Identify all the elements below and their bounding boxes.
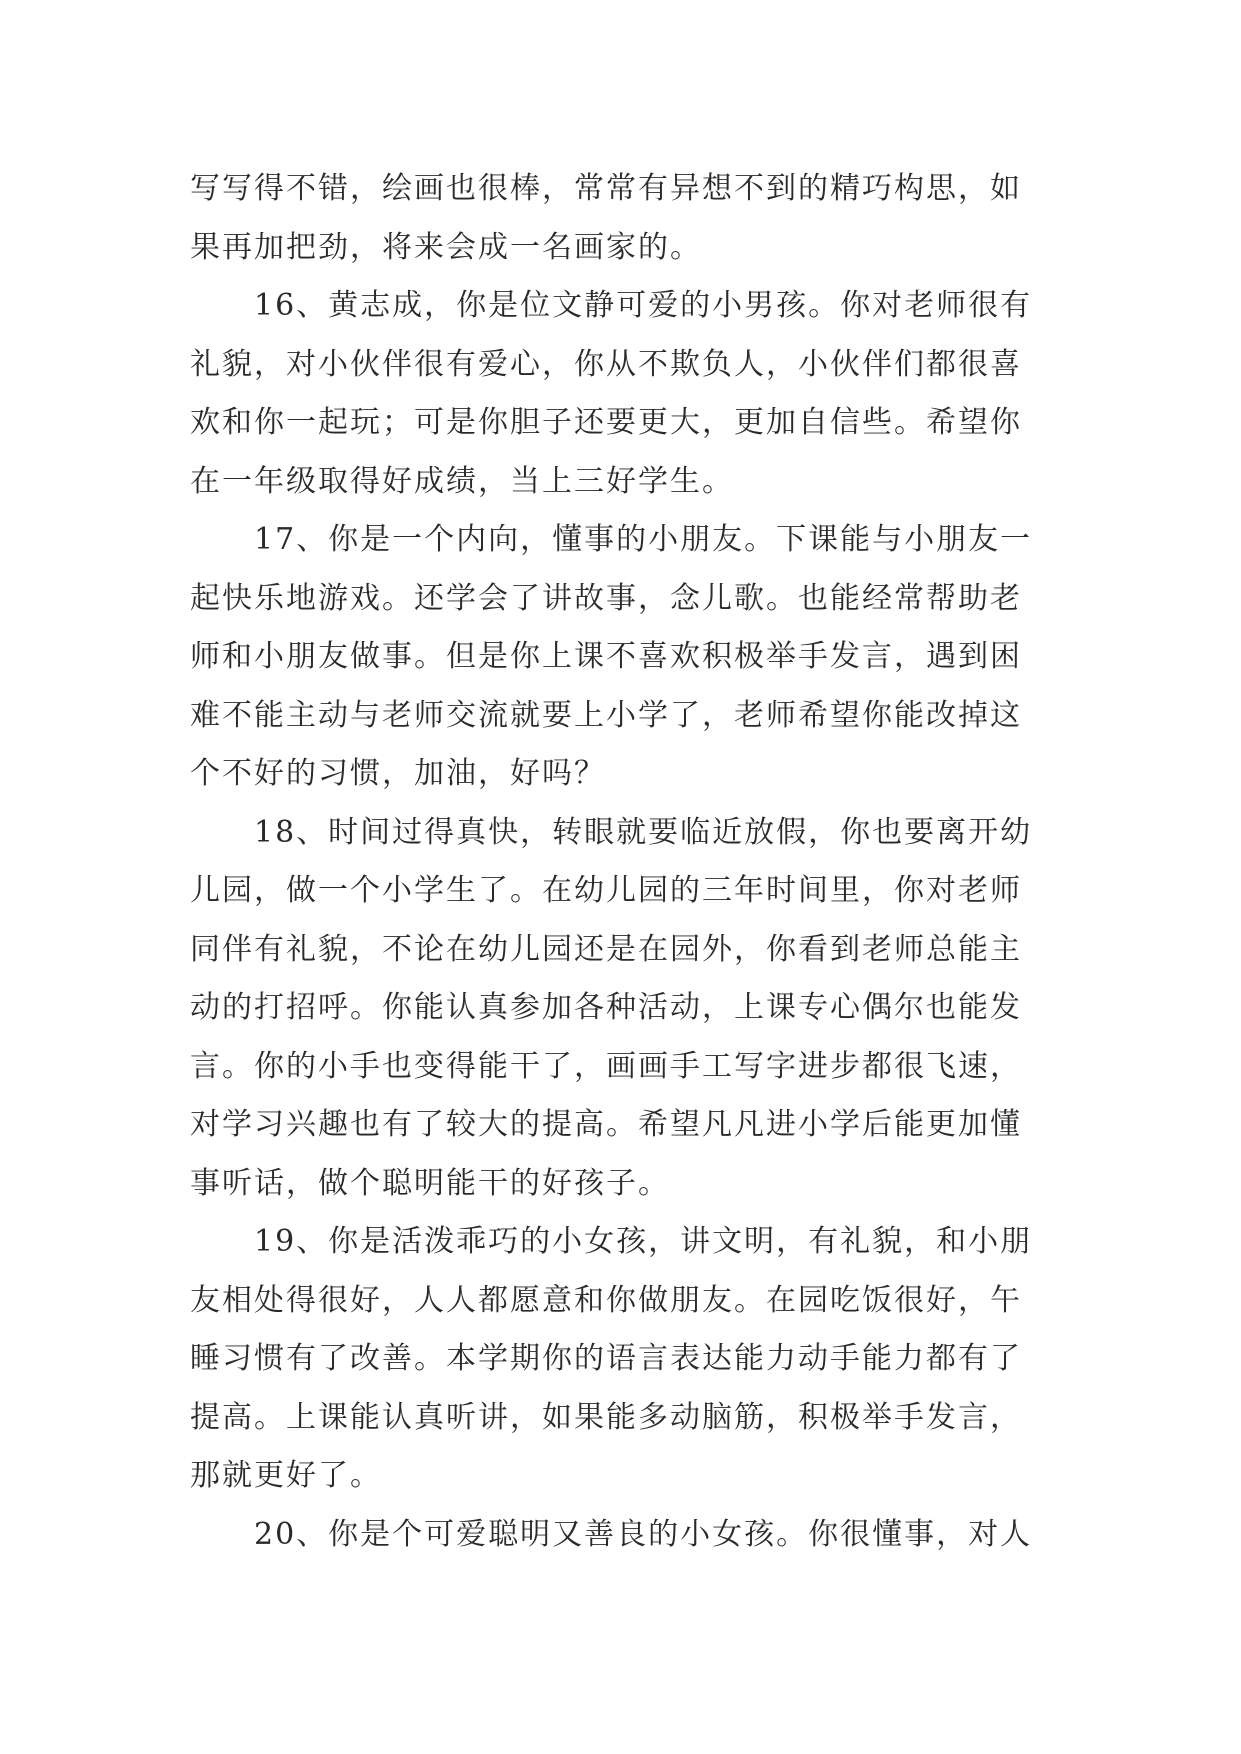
paragraph-16-start: 16、黄志成，你是位文静可爱的小男孩。你对老师很有 [254, 288, 1033, 323]
text-line: 动的打招呼。你能认真参加各种活动，上课专心偶尔也能发 [190, 990, 1022, 1025]
text-line: 言。你的小手也变得能干了，画画手工写字进步都很飞速， [190, 1048, 1022, 1084]
document-body [190, 160, 1054, 1564]
paragraph-20-start: 20、你是个可爱聪明又善良的小女孩。你很懂事，对人 [254, 1516, 1033, 1552]
text-line: 师和小朋友做事。但是你上课不喜欢积极举手发言，遇到困 [190, 639, 1022, 674]
text-line: 果再加把劲，将来会成一名画家的。 [190, 229, 702, 265]
text-line: 睡习惯有了改善。本学期你的语言表达能力动手能力都有了 [190, 1341, 1022, 1376]
text-line: 起快乐地游戏。还学会了讲故事，念儿歌。也能经常帮助老 [190, 580, 1022, 616]
paragraph-18-start: 18、时间过得真快，转眼就要临近放假，你也要离开幼 [254, 814, 1033, 850]
text-line: 欢和你一起玩；可是你胆子还要更大，更加自信些。希望你 [190, 405, 1022, 440]
text-line: 在一年级取得好成绩，当上三好学生。 [190, 463, 734, 499]
text-line: 个不好的习惯，加油，好吗？ [190, 756, 606, 791]
text-line: 写写得不错，绘画也很棒，常常有异想不到的精巧构思，如 [190, 171, 1022, 206]
text-line: 儿园，做一个小学生了。在幼儿园的三年时间里，你对老师 [190, 873, 1022, 908]
paragraph-19-start: 19、你是活泼乖巧的小女孩，讲文明，有礼貌，和小朋 [254, 1224, 1033, 1259]
paragraph-17-start: 17、你是一个内向，懂事的小朋友。下课能与小朋友一 [254, 522, 1033, 557]
text-line: 那就更好了。 [190, 1458, 382, 1493]
text-line: 事听话，做个聪明能干的好孩子。 [190, 1165, 670, 1201]
text-line: 同伴有礼貌，不论在幼儿园还是在园外，你看到老师总能主 [190, 931, 1022, 967]
text-line: 提高。上课能认真听讲，如果能多动脑筋，积极举手发言， [190, 1399, 1022, 1435]
text-line: 难不能主动与老师交流就要上小学了，老师希望你能改掉这 [190, 697, 1022, 733]
text-line: 对学习兴趣也有了较大的提高。希望凡凡进小学后能更加懂 [190, 1107, 1022, 1142]
text-line: 礼貌，对小伙伴很有爱心，你从不欺负人，小伙伴们都很喜 [190, 346, 1022, 382]
text-line: 友相处得很好，人人都愿意和你做朋友。在园吃饭很好，午 [190, 1282, 1022, 1318]
